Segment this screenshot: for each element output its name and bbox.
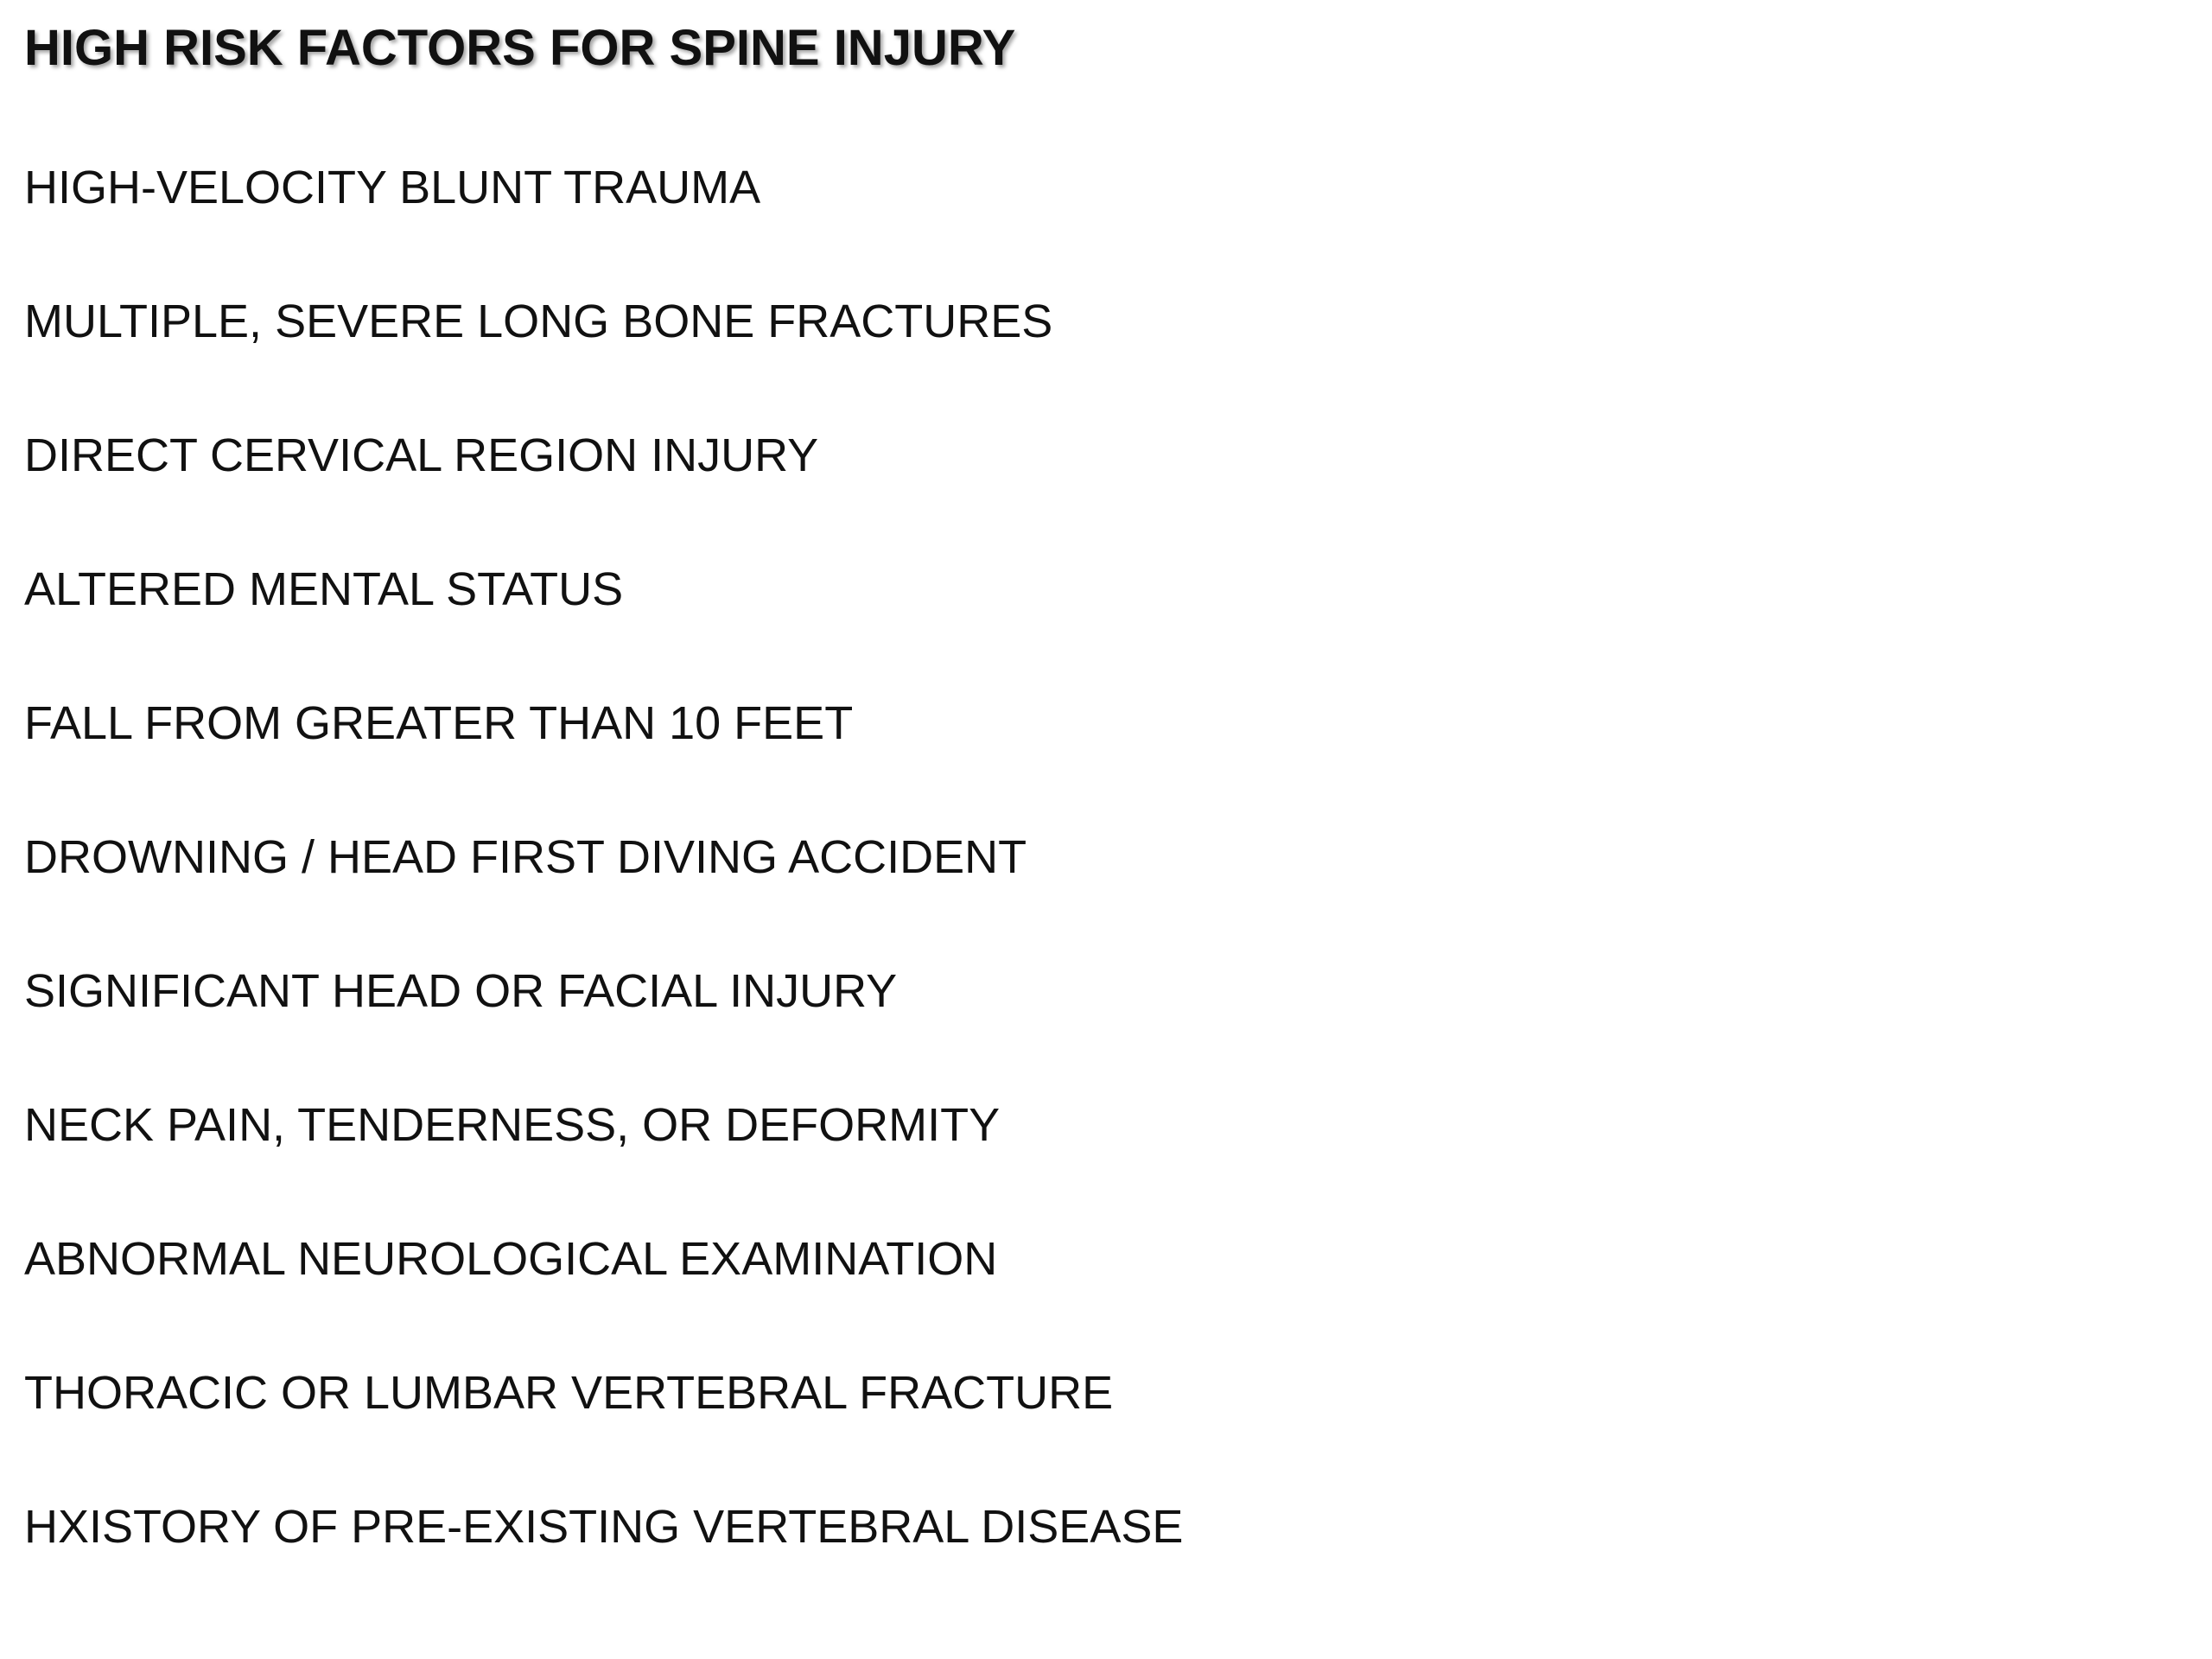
risk-factor-item: ABNORMAL NEUROLOGICAL EXAMINATION xyxy=(24,1233,998,1285)
risk-factor-item: HXISTORY OF PRE-EXISTING VERTEBRAL DISEASE xyxy=(24,1501,1184,1553)
risk-factor-list xyxy=(24,156,1183,1629)
risk-factor-item: NECK PAIN, TENDERNESS, OR DEFORMITY xyxy=(24,1099,1001,1151)
risk-factor-item: DROWNING / HEAD FIRST DIVING ACCIDENT xyxy=(24,831,1027,883)
risk-factor-item: SIGNIFICANT HEAD OR FACIAL INJURY xyxy=(24,965,898,1017)
risk-factor-item: MULTIPLE, SEVERE LONG BONE FRACTURES xyxy=(24,296,1053,347)
slide-title: HIGH RISK FACTORS FOR SPINE INJURY xyxy=(24,20,1016,76)
risk-factor-item: THORACIC OR LUMBAR VERTEBRAL FRACTURE xyxy=(24,1367,1114,1419)
risk-factor-item: DIRECT CERVICAL REGION INJURY xyxy=(24,429,819,481)
risk-factor-item: ALTERED MENTAL STATUS xyxy=(24,563,624,615)
risk-factor-item: FALL FROM GREATER THAN 10 FEET xyxy=(24,697,854,749)
risk-factor-item: HIGH-VELOCITY BLUNT TRAUMA xyxy=(24,162,761,213)
